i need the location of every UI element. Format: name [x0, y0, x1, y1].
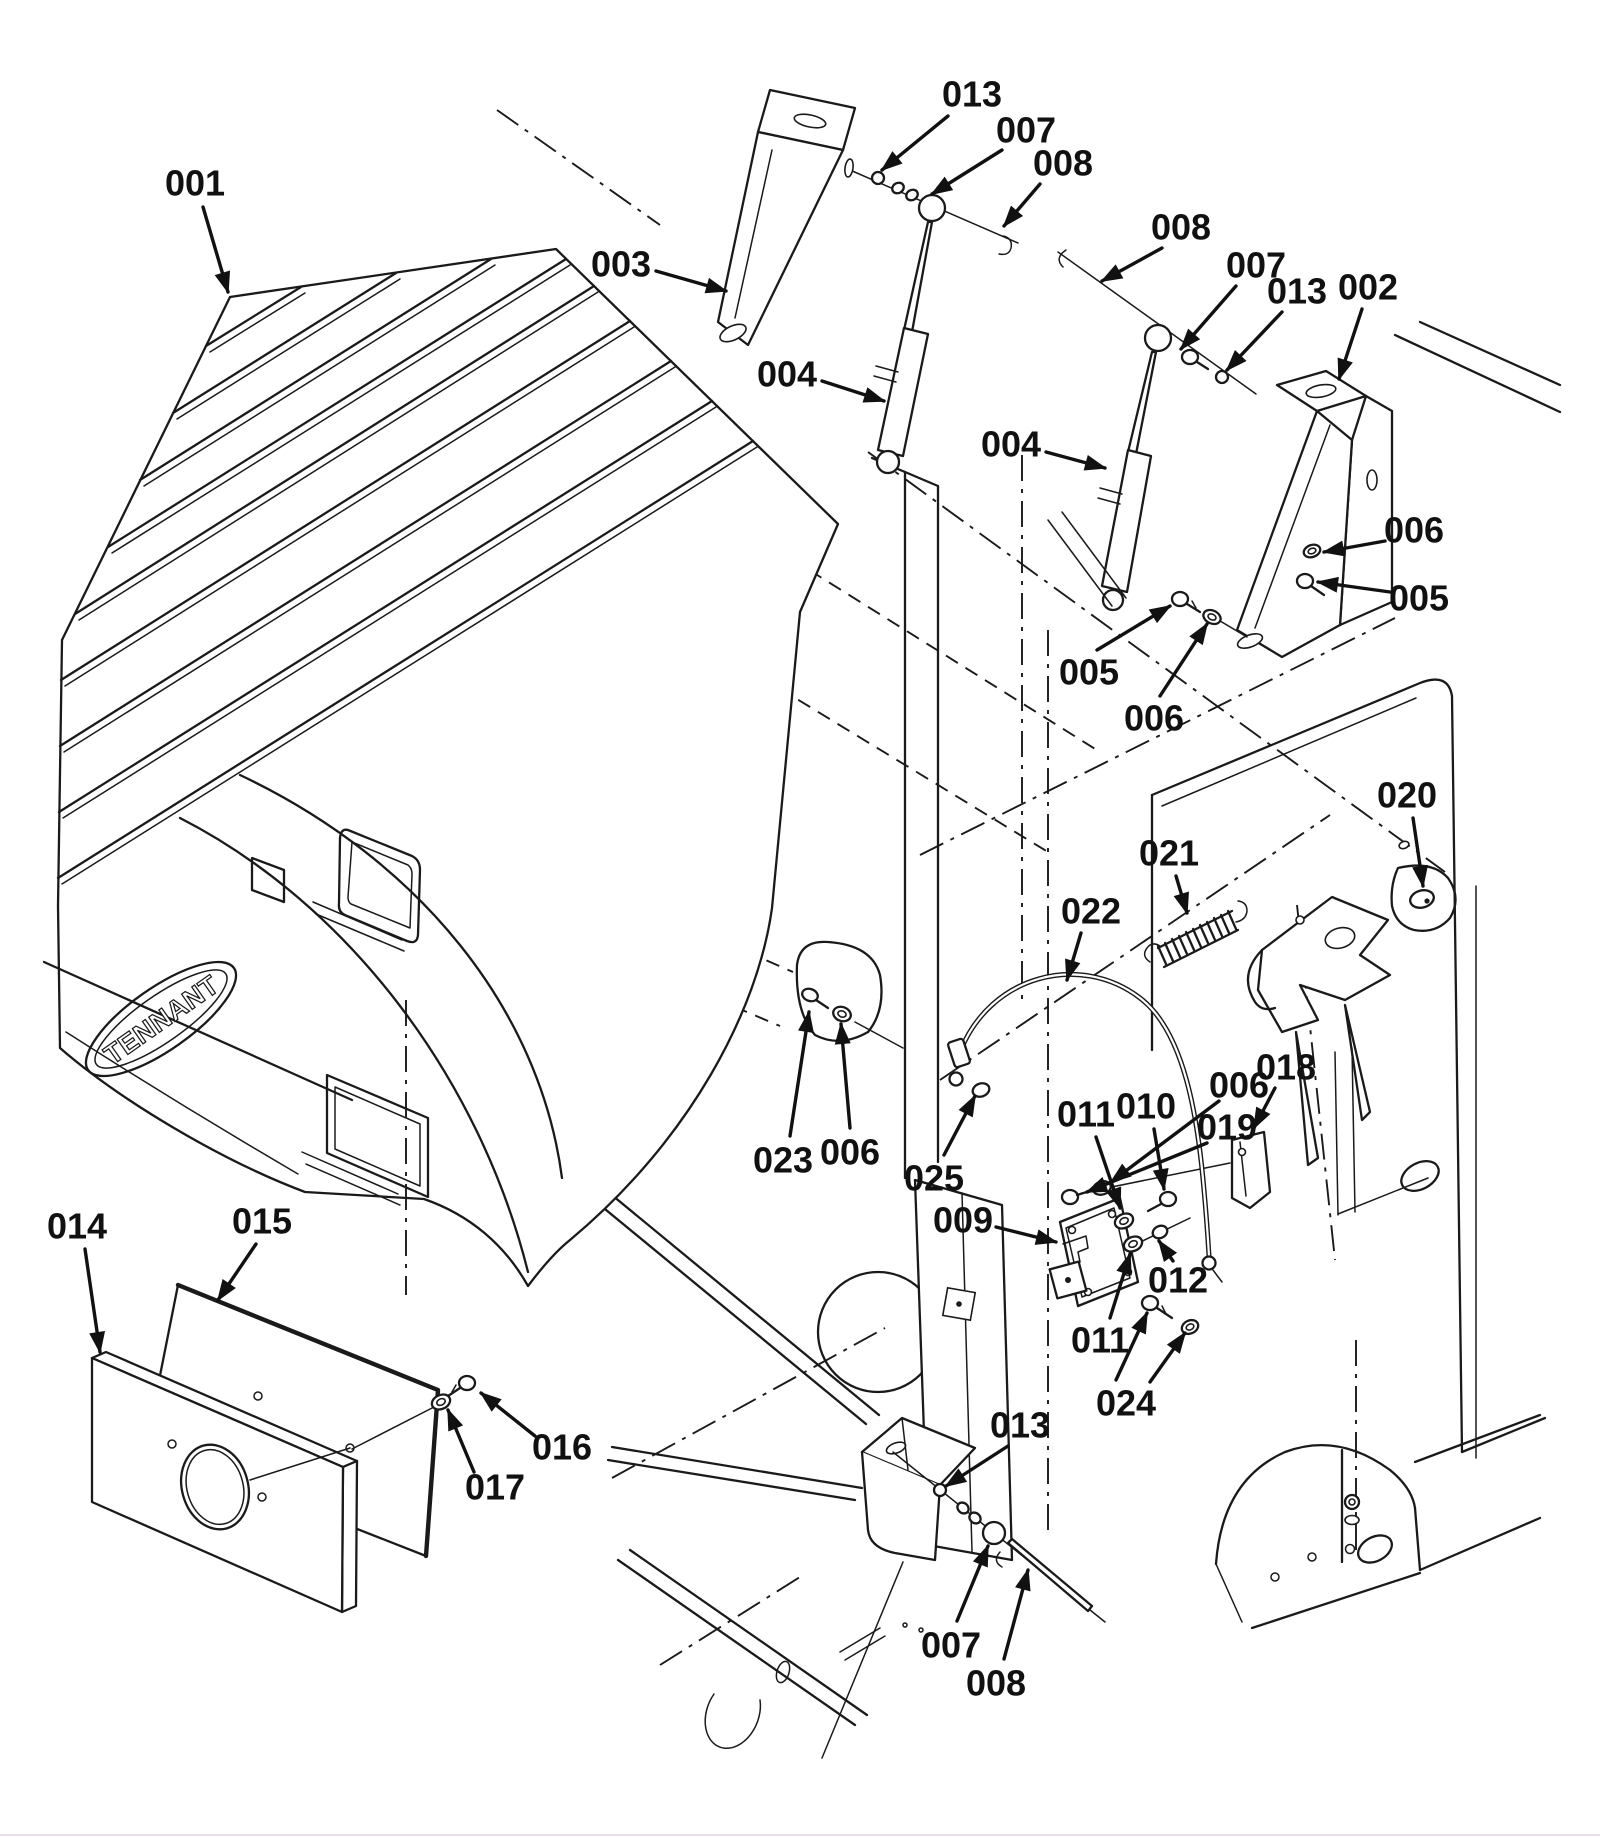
callout-label-006-hood: 006: [819, 1131, 881, 1173]
spring-rod: [904, 222, 932, 332]
callout-008-right: [1096, 207, 1211, 289]
nut-012: [1151, 1223, 1170, 1240]
screws-005-006-left: [1172, 592, 1247, 637]
fastener-group-top: [872, 172, 945, 221]
callout-label-004-right: 004: [980, 423, 1042, 465]
callout-005-left: [1059, 598, 1176, 692]
callout-label-006-left: 006: [1123, 697, 1185, 739]
callout-label-022: 022: [1060, 890, 1122, 932]
callout-label-006-keeper: 006: [1208, 1064, 1270, 1106]
callout-label-025: 025: [903, 1157, 965, 1199]
callout-003: [591, 244, 730, 300]
callout-label-013-top: 013: [941, 73, 1003, 115]
callout-arrowhead-icon: [1015, 1566, 1036, 1591]
spring-ball-end: [1103, 590, 1123, 610]
panel-oval-hole: [1396, 1155, 1444, 1197]
callout-020: [1377, 775, 1437, 890]
callout-021: [1139, 833, 1199, 918]
gas-spring-004-left: [874, 222, 932, 473]
spring-cylinder: [878, 328, 928, 456]
callout-label-013-bottom: 013: [989, 1404, 1051, 1446]
callout-label-007-right: 007: [1225, 244, 1287, 286]
cable-sleeve: [947, 1038, 970, 1068]
wheel-well: [1216, 1415, 1540, 1628]
ball-stud-007-top: [919, 195, 945, 221]
mount-pad: [1050, 1262, 1087, 1299]
callout-label-019: 019: [1196, 1106, 1258, 1148]
callout-label-005-bracket-right: 005: [1388, 577, 1450, 619]
screw-019: [1062, 1190, 1078, 1204]
callout-label-021: 021: [1138, 832, 1200, 874]
callout-022: [1059, 891, 1121, 985]
callout-label-006-bracket-right: 006: [1383, 509, 1445, 551]
callout-025: [904, 1091, 983, 1199]
screw-016: [459, 1376, 475, 1390]
callout-label-007-bottom: 007: [920, 1624, 982, 1666]
hood-001: [44, 249, 838, 1286]
callout-label-002: 002: [1337, 266, 1399, 308]
callout-016: [474, 1385, 592, 1467]
screw-007-head: [1182, 350, 1198, 364]
engine-wall-panel: [872, 458, 938, 1178]
callout-label-016: 016: [531, 1426, 593, 1468]
callout-arrowhead-icon: [1096, 264, 1123, 289]
clip-013-bottom: [934, 1484, 946, 1496]
callout-arrowhead-icon: [1084, 455, 1109, 476]
callout-label-009: 009: [932, 1199, 994, 1241]
clip-013-top: [872, 172, 884, 184]
callout-004-right: [981, 424, 1109, 477]
callout-label-005-left: 005: [1058, 651, 1120, 693]
callout-label-004-top: 004: [756, 353, 818, 395]
callout-015: [210, 1201, 292, 1307]
screw-005-head: [1172, 592, 1188, 606]
callout-023: [753, 1009, 817, 1181]
callout-label-010: 010: [1115, 1085, 1177, 1127]
bracket-003: [717, 90, 855, 345]
callout-label-014: 014: [46, 1205, 108, 1247]
callout-label-017: 017: [464, 1466, 526, 1508]
callout-008-top: [997, 143, 1093, 233]
callout-label-012: 012: [1147, 1259, 1209, 1301]
tennant-logo-text: TENNANT: [98, 969, 225, 1071]
bracket-002: [1236, 371, 1392, 657]
cable-eyelet: [950, 1073, 963, 1086]
callout-label-015: 015: [231, 1200, 293, 1242]
callout-006-hood: [820, 1021, 880, 1172]
callout-017: [440, 1405, 525, 1507]
callout-label-018: 018: [1255, 1046, 1317, 1088]
frame-background: [560, 1163, 938, 1424]
callout-arrowhead-icon: [215, 271, 237, 297]
clip-013-right: [1216, 371, 1228, 383]
callout-001: [165, 163, 236, 297]
callout-label-013-right: 013: [1266, 270, 1328, 312]
callout-label-024: 024: [1095, 1382, 1157, 1424]
callout-arrowhead-icon: [1151, 1235, 1177, 1262]
callout-label-011-upper: 011: [1056, 1093, 1116, 1135]
callout-arrowhead-icon: [863, 387, 889, 409]
screw-024-group: [1142, 1296, 1200, 1336]
callout-label-008-right: 008: [1150, 206, 1212, 248]
callout-006-left: [1124, 618, 1215, 739]
ball-stud-007-right: [1145, 325, 1171, 351]
callout-label-020: 020: [1376, 774, 1438, 816]
callout-arrowhead-icon: [1059, 959, 1081, 985]
panel-lines-top-right: [1395, 322, 1560, 412]
callout-arrowhead-icon: [1131, 1308, 1155, 1335]
spring-ball-end: [877, 451, 899, 473]
callout-label-007-top: 007: [995, 109, 1057, 151]
callout-012: [1148, 1235, 1208, 1301]
spring-021: [1145, 901, 1247, 967]
callout-label-003: 003: [590, 243, 652, 285]
callout-002: [1331, 267, 1398, 384]
gas-spring-004-right: [1048, 352, 1156, 610]
callout-014: [47, 1206, 108, 1356]
callout-label-001: 001: [164, 162, 226, 204]
callout-004-top: [757, 354, 888, 410]
ball-stud-007-bottom: [983, 1522, 1005, 1544]
callout-label-023: 023: [752, 1139, 814, 1181]
callout-label-008-top: 008: [1032, 142, 1094, 184]
callout-label-011-lower: 011: [1070, 1319, 1130, 1361]
callout-label-008-bottom: 008: [965, 1662, 1027, 1704]
screw-010-head: [1160, 1192, 1176, 1206]
